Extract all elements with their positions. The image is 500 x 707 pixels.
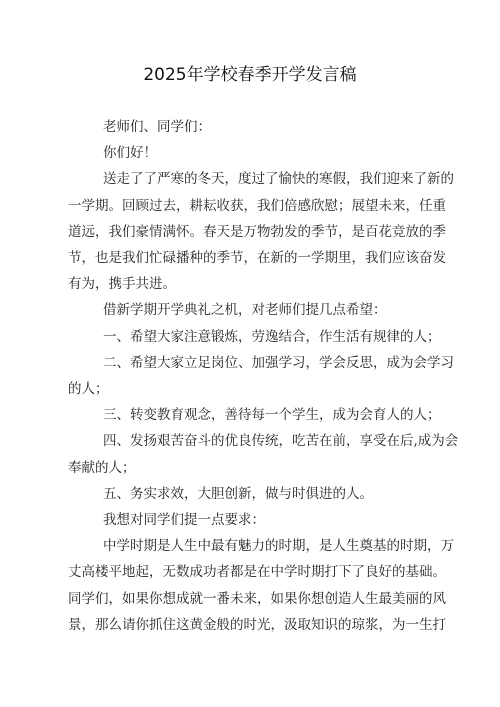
text-line: 一、希望大家注意锻炼，劳逸结合，作生活有规律的人； xyxy=(103,328,441,345)
text-line: 同学们，如果你想成就一番未来，如果你想创造人生最美丽的风 xyxy=(68,590,446,607)
text-line: 奉献的人； xyxy=(68,459,136,476)
text-line: 丈高楼平地起，无数成功者都是在中学时期打下了良好的基础。 xyxy=(68,564,446,581)
text-line: 五、务实求效，大胆创新，做与时俱进的人。 xyxy=(103,485,373,502)
text-line: 我想对同学们提一点要求： xyxy=(103,512,265,528)
text-line: 景，那么请你抓住这黄金般的时光，汲取知识的琼浆，为一生打 xyxy=(68,616,446,633)
text-line: 道远，我们豪情满怀。春天是万物勃发的季节，是百花竞放的季 xyxy=(68,223,446,240)
text-line: 借新学期开学典礼之机，对老师们提几点希望： xyxy=(103,302,387,319)
text-line: 有为，携手共进。 xyxy=(68,276,176,293)
text-line: 节，也是我们忙碌播种的季节，在新的一学期里，我们应该奋发 xyxy=(68,250,446,266)
text-line: 一学期。回顾过去，耕耘收获，我们倍感欣慰；展望未来，任重 xyxy=(68,197,446,214)
text-line: 四、发扬艰苦奋斗的优良传统，吃苦在前，享受在后,成为会 xyxy=(103,433,459,450)
text-line: 你们好！ xyxy=(103,145,157,162)
text-line: 中学时期是人生中最有魅力的时期，是人生奠基的时期，万 xyxy=(103,538,454,555)
text-line: 二、希望大家立足岗位、加强学习，学会反思，成为会学习 xyxy=(103,354,454,371)
text-line: 老师们、同学们： xyxy=(103,119,211,135)
text-line: 三、转变教育观念，善待每一个学生，成为会育人的人； xyxy=(103,407,441,424)
text-line: 的人； xyxy=(68,381,109,397)
document-title: 2025年学校春季开学发言稿 xyxy=(143,65,357,85)
text-line: 送走了了严寒的冬天，度过了愉快的寒假，我们迎来了新的 xyxy=(103,171,454,188)
